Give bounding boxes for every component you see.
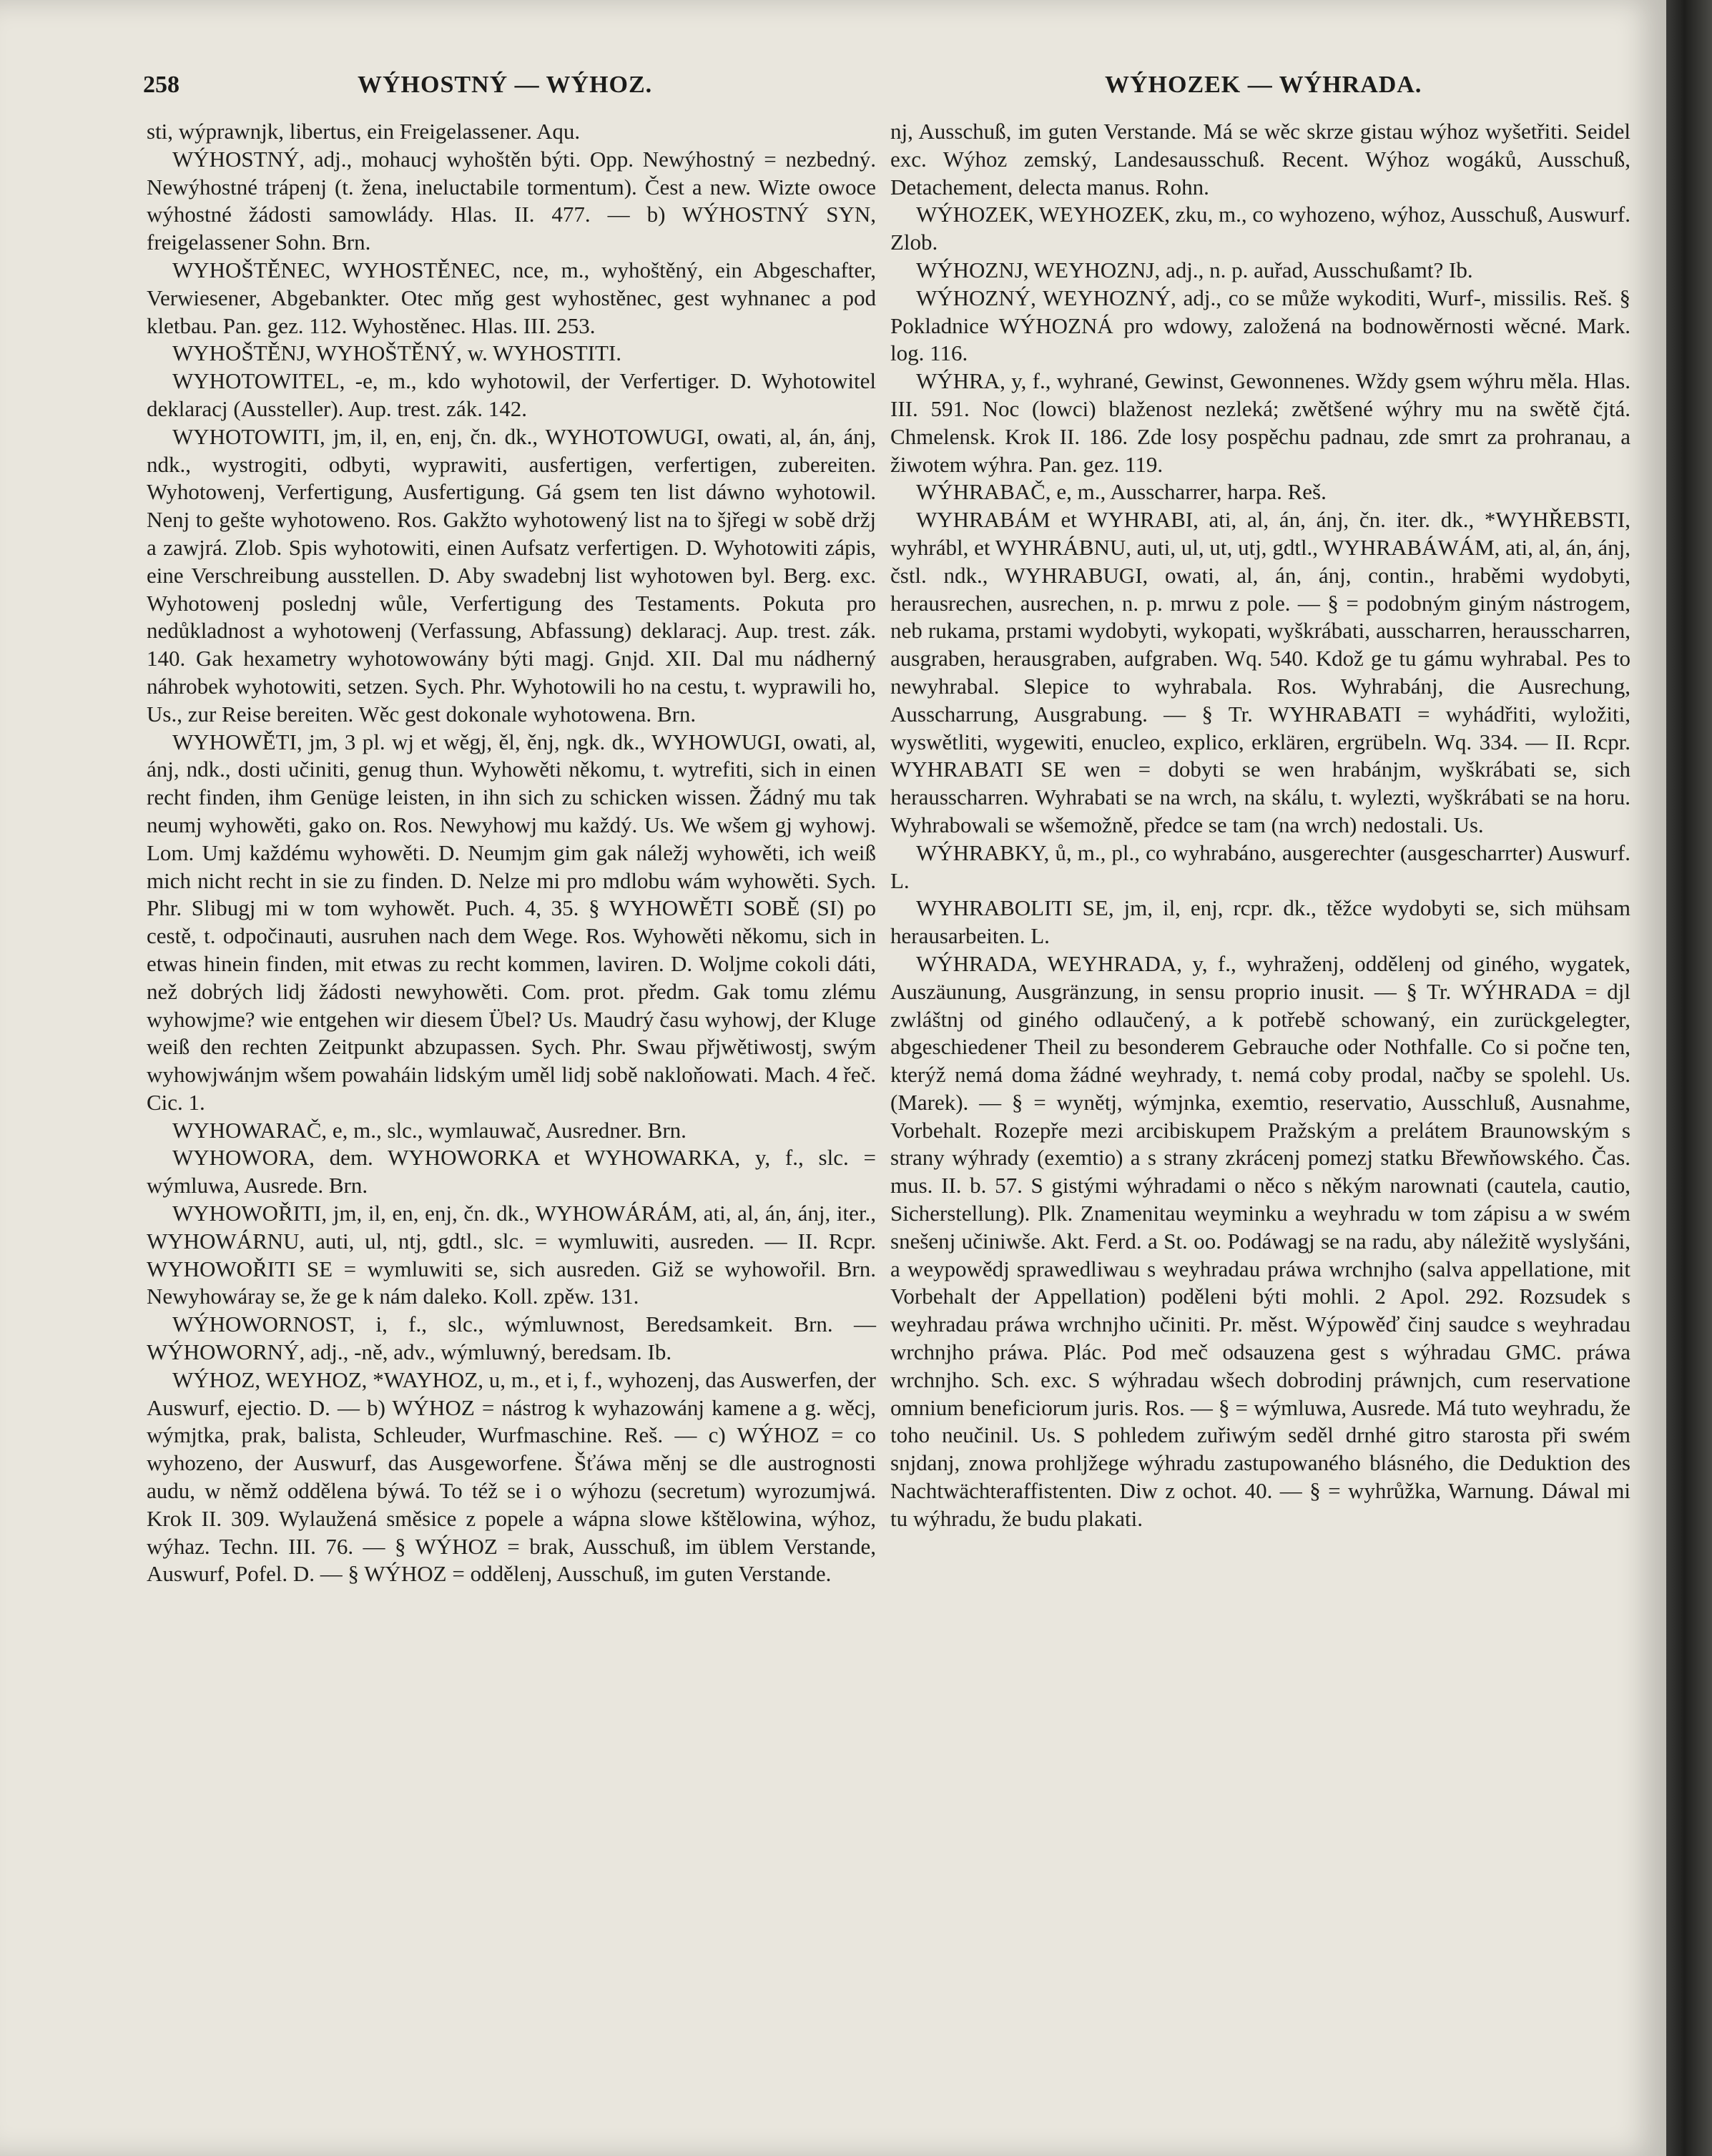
right-column bbox=[890, 118, 1630, 1533]
entry-paragraph: WÝHRADA, WEYHRADA, y, f., wyhraženj, oddělenj od giného, wygatek, Auszäunung, Ausgränzung, in sensu proprio inusit. — § Tr. WÝHRADA = djl zwláštnj od giného odlaučený, a k potřebě schowaný, ein zurückgelegter, abgeschiedener Theil zu besonderem Gebrauche oder Nothfalle. Co si počne ten, kterýž nemá doma žádné weyhrady, t. nemá coby prodal, načby se spolehl. Us. (Marek). — § = wynětj, wýmjnka, exemtio, reservatio, Ausschluß, Ausnahme, Vorbehalt. Rozepře mezi arcibiskupem Pražským a prelátem Braunowským s strany wýhrady (exemtio) a s strany zkrácenj pomezj statku Břewňowského. Čas. mus. II. b. 57. S gistými wýhradami o něco s někým narownati (cautela, cautio, Sicherstellung). Plk. Znamenitau weyminku a weyhradu w tom zápisu a w swém snešenj učiniwše. Akt. Ferd. a St. oo. Podáwagj se na radu, aby náležitě wyslyšáni, a weypowědj sprawedliwau s weyhradau práwa wrchnjho (salva appellatione, mit Vorbehalt der Appellation) poděleni býti mohli. 2 Apol. 292. Rozsudek s weyhradau práwa wrchnjho učiniti. Pr. měst. Wýpowěď činj saudce s weyhradau wrchnjho práwa. Plác. Pod meč odsauzena gest s wýhradau GMC. práwa wrchnjho. Sch. exc. S wýhradau wšech dobrodinj práwnjch, cum reservatione omnium beneficiorum juris. Ros. — § = wýmluwa, Ausrede. Má tuto weyhradu, že toho neučinil. Us. S pohledem zuřiwým seděl drnhé gitro starosta při swém snjdanj, znowa prohljžege wýhradu zastupowaného blásného, die Deduktion des Nachtwächteraffistenten. Diw z ochot. 40. — § = wyhrůžka, Warnung. Dáwal mi tu wýhradu, že budu plakati. bbox=[890, 950, 1630, 1531]
page-number: 258 bbox=[143, 72, 179, 98]
left-column bbox=[147, 118, 876, 1588]
entry-paragraph: nj, Ausschuß, im guten Verstande. Má se wěc skrze gistau wýhoz wyšetřiti. Seidel exc. Wýhoz zemský, Landesausschuß. Recent. Wýhoz wogáků, Ausschuß, Detachement, delecta manus. Rohn. bbox=[890, 119, 1630, 200]
entry-paragraph: WÝHOZNJ, WEYHOZNJ, adj., n. p. auřad, Ausschußamt? Ib. bbox=[916, 257, 1473, 282]
entry-paragraph: WÝHOZ, WEYHOZ, *WAYHOZ, u, m., et i, f., wyhozenj, das Auswerfen, der Auswurf, ejectio. D. — b) WÝHOZ = nástrog k wyhazowánj kamene a g. wěcj, wýmjtka, prak, balista, Schleuder, Wurfmaschine. Reš. — c) WÝHOZ = co wyhozeno, der Auswurf, das Ausgeworfene. Šťáwa měnj se dle austrognosti audu, w němž oddělena býwá. To též se i o wýhozu (secretum) wyrozumjwá. Krok II. 309. Wylaužená směsice z popele a wápna slowe kštělowina, wýhoz, wýhaz. Techn. III. 76. — § WÝHOZ = brak, Ausschuß, im üblem Verstande, Auswurf, Pofel. D. — § WÝHOZ = oddělenj, Ausschuß, im guten Verstande. bbox=[147, 1367, 876, 1587]
entry-paragraph: WYHOŠTĚNEC, WYHOSTĚNEC, nce, m., wyhoštěný, ein Abgeschafter, Verwiesener, Abgebankter. Otec mňg gest wyhostěnec, gest wyhnanec a pod kletbau. Pan. gez. 112. Wyhostěnec. Hlas. III. 253. bbox=[147, 257, 876, 338]
running-header bbox=[143, 72, 1573, 107]
entry-paragraph: WÝHRA, y, f., wyhrané, Gewinst, Gewonnenes. Wždy gsem wýhru měla. Hlas. III. 591. Noc (lowci) blaženost nezleká; zwětšené wýhry mu na swětě čjtá. Chmelensk. Krok II. 186. Zde losy pospěchu padnau, zde smrt za prohranau, a žiwotem wýhra. Pan. gez. 119. bbox=[890, 368, 1630, 477]
entry-paragraph: WYHOTOWITEL, -e, m., kdo wyhotowil, der Verfertiger. D. Wyhotowitel deklaracj (Aussteller). Aup. trest. zák. 142. bbox=[147, 368, 876, 421]
entry-paragraph: WYHRABÁM et WYHRABI, ati, al, án, ánj, čn. iter. dk., *WYHŘEBSTI, wyhrábl, et WYHRÁBNU, auti, ul, ut, utj, gdtl., WYHRABÁWÁM, ati, al, án, ánj, čstl. ndk., WYHRABUGI, owati, al, án, ánj, contin., hraběmi wydobyti, herausrechen, ausrechen, n. p. mrwu z pole. — § = podobným giným nástrogem, neb rukama, prstami wydobyti, wykopati, wyškrábati, ausscharren, herausscharren, ausgraben, herausgraben, aufgraben. Wq. 540. Kdož ge tu gámu wyhrabal. Pes to newyhrabal. Slepice to wyhrabala. Ros. Wyhrabánj, die Ausrechung, Ausscharrung, Ausgrabung. — § Tr. WYHRABATI = wyhádřiti, wyložiti, wyswětliti, wygewiti, enucleo, explico, erklären, ergrübeln. Wq. 334. — II. Rcpr. WYHRABATI SE wen = dobyti se wen hrabánjm, wyškrábati se, sich herausscharren. Wyhrabati se na wrch, na skálu, t. wylezti, wyškrábati se na horu. Wyhrabowali se wšemožně, předce se tam (na wrch) nedostali. Us. bbox=[890, 507, 1630, 837]
entry-paragraph: WYHOWARAČ, e, m., slc., wymlauwač, Ausredner. Brn. bbox=[172, 1117, 687, 1143]
entry-paragraph: WYHOWĚTI, jm, 3 pl. wj et wěgj, ěl, ěnj, ngk. dk., WYHOWUGI, owati, al, ánj, ndk., dosti učiniti, genug thun. Wyhowěti někomu, t. wytrefiti, sich in einen recht finden, ihm Genüge leisten, in ihn sich zu schicken wissen. Žádný mu tak neumj wyhowěti, gako on. Ros. Newyhowj mu každý. Us. We wšem gj wyhowj. Lom. Umj každému wyhowěti. D. Neumjm gim gak náležj wyhowěti, ich weiß mich nicht recht in sie zu finden. D. Nelze mi pro mdlobu wám wyhowěti. Sych. Phr. Slibugj mi w tom wyhowět. Puch. 4, 35. § WYHOWĚTI SOBĚ (SI) po cestě, t. odpočinauti, ausruhen nach dem Wege. Ros. Wyhowěti někomu, sich in etwas hinein finden, mit etwas zu recht kommen, laviren. D. Woljme cokoli dáti, než dobrých lidj žádosti newyhowěti. Com. prot. předm. Gak tomu zlému wyhowjme? wie entgehen wir diesem Übel? Us. Maudrý času wyhowj, der Kluge weiß den rechten Zeitpunkt abzupassen. Sych. Phr. Swau přjwětiwostj, swým wyhowjwánjm wšem powaháin lidským uměl lidj sobě nakloňowati. Mach. 4 řeč. Cic. 1. bbox=[147, 729, 876, 1115]
entry-paragraph: WÝHRABKY, ů, m., pl., co wyhrabáno, ausgerechter (ausgescharrter) Auswurf. L. bbox=[890, 840, 1630, 893]
entry-paragraph: WÝHOZNÝ, WEYHOZNÝ, adj., co se může wykoditi, Wurf-, missilis. Reš. § Pokladnice WÝHOZNÁ pro wdowy, založená na bodnowěrnosti wěcné. Mark. log. 116. bbox=[890, 285, 1630, 366]
entry-paragraph: WÝHOZEK, WEYHOZEK, zku, m., co wyhozeno, wýhoz, Ausschuß, Auswurf. Zlob. bbox=[890, 202, 1631, 255]
entry-paragraph: WÝHRABAČ, e, m., Ausscharrer, harpa. Reš. bbox=[916, 479, 1327, 505]
entry-paragraph: WYHRABOLITI SE, jm, il, enj, rcpr. dk., těžce wydobyti se, sich mühsam herausarbeiten. L. bbox=[890, 895, 1630, 949]
entry-paragraph: WYHOŠTĚNJ, WYHOŠTĚNÝ, w. WYHOSTITI. bbox=[172, 340, 621, 366]
entry-paragraph: sti, wýprawnjk, libertus, ein Freigelassener. Aqu. bbox=[147, 119, 581, 144]
entry-paragraph: WÝHOWORNOST, i, f., slc., wýmluwnost, Beredsamkeit. Brn. — WÝHOWORNÝ, adj., -ně, adv., wýmluwný, beredsam. Ib. bbox=[147, 1311, 876, 1365]
entry-paragraph: WYHOWORA, dem. WYHOWORKA et WYHOWARKA, y, f., slc. = wýmluwa, Ausrede. Brn. bbox=[147, 1145, 876, 1198]
book-spine-edge bbox=[1666, 0, 1712, 2156]
entry-paragraph: WÝHOSTNÝ, adj., mohaucj wyhoštěn býti. Opp. Newýhostný = nezbedný. Newýhostné trápenj (t. žena, ineluctabile tormentum). Čest a new. Wizte owoce wýhostné žádosti samowlády. Hlas. II. 477. — b) WÝHOSTNÝ SYN, freigelassener Sohn. Brn. bbox=[147, 146, 876, 255]
entry-paragraph: WYHOWOŘITI, jm, il, en, enj, čn. dk., WYHOWÁRÁM, ati, al, án, ánj, iter., WYHOWÁRNU, auti, ul, ntj, gdtl., slc. = wymluwiti, ausreden. — II. Rcpr. WYHOWOŘITI SE = wymluwiti se, sich ausreden. Giž se wyhowořil. Brn. Newyhowáray se, že ge k nám daleko. Koll. zpěw. 131. bbox=[147, 1201, 876, 1309]
right-running-title: WÝHOZEK — WÝHRADA. bbox=[1105, 72, 1422, 98]
entry-paragraph: WYHOTOWITI, jm, il, en, enj, čn. dk., WYHOTOWUGI, owati, al, án, ánj, ndk., wystrogiti, odbyti, wyprawiti, ausfertigen, verfertigen, zubereiten. Wyhotowenj, Verfertigung, Ausfertigung. Gá gsem ten list dáwno wyhotowil. Nenj to gešte wyhotoweno. Ros. Gakžto wyhotowený list na to šjřegi w sobě držj a zawjrá. Zlob. Spis wyhotowiti, einen Aufsatz verfertigen. D. Wyhotowiti zápis, eine Verschreibung ausstellen. D. Aby swadebnj list wyhotowen byl. Berg. exc. Wyhotowenj poslednj wůle, Verfertigung des Testaments. Pokuta pro nedůkladnost a wyhotowenj (Verfassung, Abfassung) deklaracj. Aup. trest. zák. 140. Gak hexametry wyhotowowány býti magj. Gnjd. XII. Dal mu nádherný náhrobek wyhotowiti, setzen. Sych. Phr. Wyhotowili ho na cestu, t. wyprawili ho, Us., zur Reise bereiten. Wěc gest dokonale wyhotowena. Brn. bbox=[147, 423, 876, 727]
left-running-title: WÝHOSTNÝ — WÝHOZ. bbox=[358, 72, 653, 98]
